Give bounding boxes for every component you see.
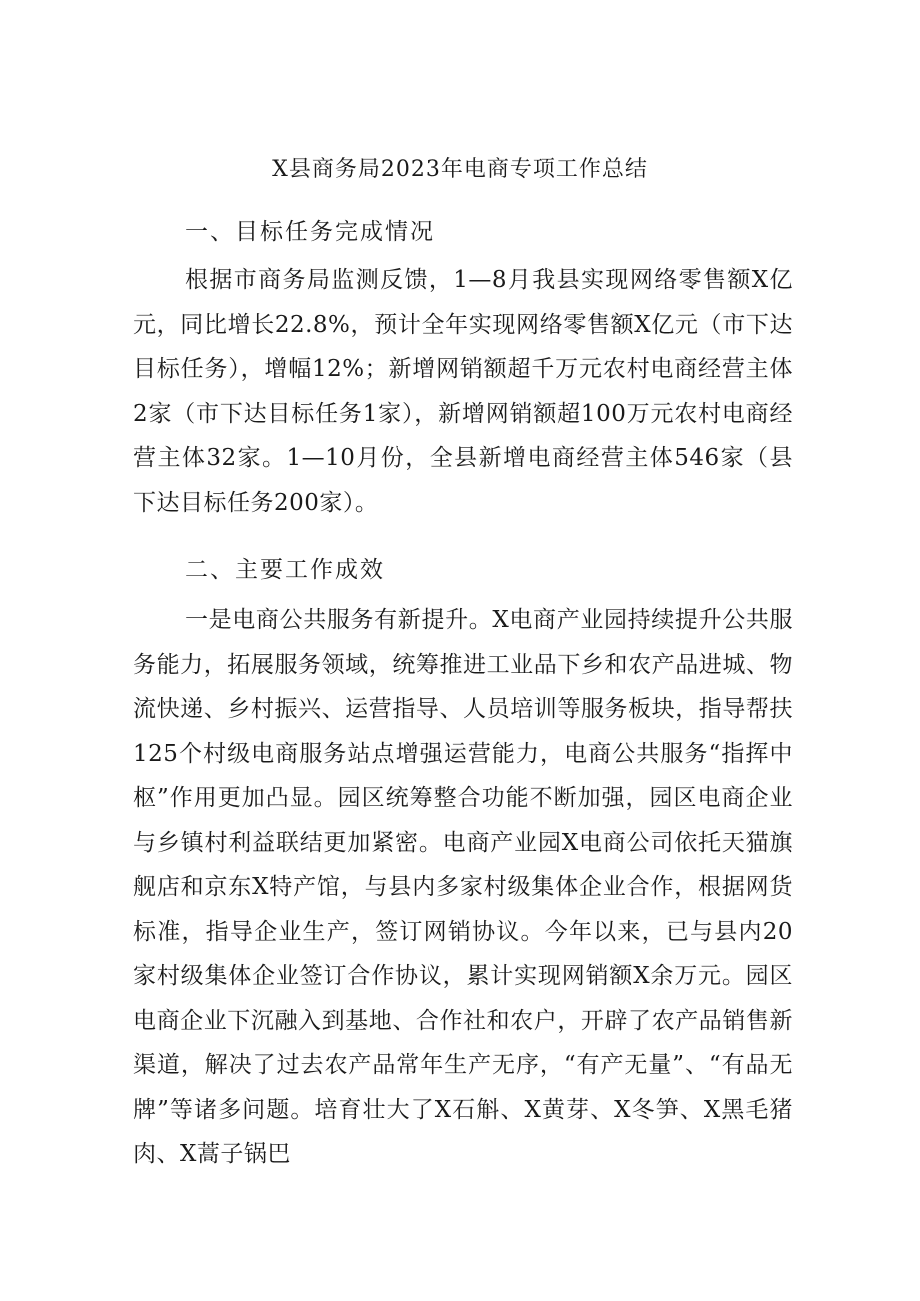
document-title: X县商务局2023年电商专项工作总结	[272, 157, 648, 182]
section-paragraph-achievements: 一是电商公共服务有新提升。X电商产业园持续提升公共服务能力，拓展服务领域，统筹推进工业品下乡和农产品进城、物流快递、乡村振兴、运营指导、人员培训等服务板块，指导帮扶125个村级电商服务站点增强运营能力，电商公共服务“指挥中枢”作用更加凸显。园区统筹整合功能不断加强，园区电商企业与乡镇村利益联结更加紧密。电商产业园X电商公司依托天猫旗舰店和京东X特产馆，与县内多家村级集体企业合作，根据网货标准，指导企业生产，签订网销协议。今年以来，已与县内20家村级集体企业签订合作协议，累计实现网销额X余万元。园区电商企业下沉融入到基地、合作社和农户，开辟了农产品销售新渠道，解决了过去农产品常年生产无序，“有产无量”、“有品无牌”等诸多问题。培育壮大了X石斛、X黄芽、X冬笋、X黑毛猪肉、X蒿子锅巴	[133, 607, 793, 1167]
section-paragraph-targets: 根据市商务局监测反馈，1—8月我县实现网络零售额X亿元，同比增长22.8%，预计全年实现网络零售额X亿元（市下达目标任务），增幅12%；新增网销额超千万元农村电商经营主体2家（市下达目标任务1家），新增网销额超100万元农村电商经营主体32家。1—10月份，全县新增电商经营主体546家（县下达目标任务200家）。	[133, 267, 793, 516]
section-heading-achievements: 二、主要工作成效	[185, 557, 385, 583]
section-heading-targets: 一、目标任务完成情况	[185, 219, 435, 245]
